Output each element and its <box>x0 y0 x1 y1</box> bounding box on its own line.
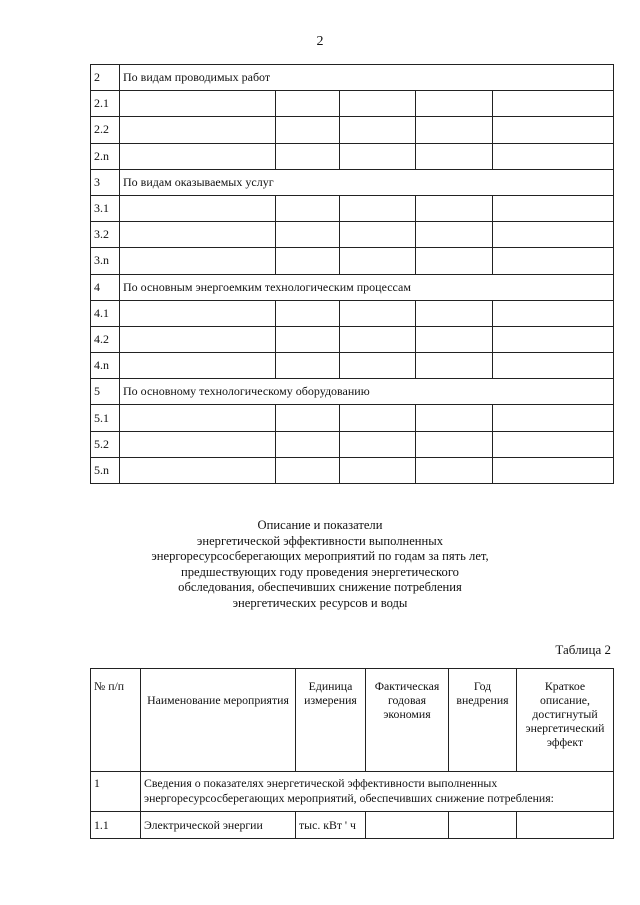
table-row <box>91 431 614 457</box>
empty-cell <box>340 143 416 169</box>
section-title: По основным энергоемким технологическим процессам <box>120 274 614 300</box>
row-description <box>517 812 614 839</box>
row-saving <box>366 812 449 839</box>
empty-cell <box>416 91 493 117</box>
column-header-saving: Фактическая годовая экономия <box>366 669 449 772</box>
section-row <box>91 379 614 405</box>
row-number: 5.1 <box>91 405 120 431</box>
row-number: 4.1 <box>91 300 120 326</box>
empty-cell <box>340 431 416 457</box>
empty-cell <box>276 326 340 352</box>
column-header-year: Год внедрения <box>449 669 517 772</box>
empty-cell <box>416 222 493 248</box>
empty-cell <box>120 353 276 379</box>
heading-line: Описание и показатели <box>257 518 383 532</box>
empty-cell <box>276 117 340 143</box>
empty-cell <box>120 457 276 483</box>
row-year <box>449 812 517 839</box>
section-heading <box>0 518 640 611</box>
row-number: 4.2 <box>91 326 120 352</box>
column-header-description: Краткое описание, достигнутый энергетический эффект <box>517 669 614 772</box>
empty-cell <box>416 248 493 274</box>
column-header-unit: Единица измерения <box>296 669 366 772</box>
empty-cell <box>340 353 416 379</box>
row-number: 2.1 <box>91 91 120 117</box>
table-row <box>91 143 614 169</box>
heading-line: энергетической эффективности выполненных <box>196 533 444 548</box>
row-number: 4.n <box>91 353 120 379</box>
section-title: По основному технологическому оборудованию <box>120 379 614 405</box>
empty-cell <box>276 457 340 483</box>
table-row <box>91 91 614 117</box>
table-row <box>91 248 614 274</box>
empty-cell <box>340 326 416 352</box>
empty-cell <box>276 353 340 379</box>
empty-cell <box>493 195 614 221</box>
section-row <box>91 274 614 300</box>
section-text: Сведения о показателях энергетической эффективности выполненных энергоресурсосберегающих мероприятий, обеспечивших снижение потребления: <box>141 772 614 812</box>
section-number: 2 <box>91 65 120 91</box>
table-row <box>91 195 614 221</box>
page-number: 2 <box>316 34 324 49</box>
column-header-name: Наименование мероприятия <box>141 669 296 772</box>
section-number: 5 <box>91 379 120 405</box>
heading-line: энергетических ресурсов и воды <box>232 595 408 610</box>
row-number: 1.1 <box>91 812 141 839</box>
empty-cell <box>493 143 614 169</box>
table-row <box>91 457 614 483</box>
heading-line: энергоресурсосберегающих мероприятий по годам за пять лет, <box>151 549 489 563</box>
table-row <box>91 353 614 379</box>
empty-cell <box>493 405 614 431</box>
empty-cell <box>120 405 276 431</box>
row-number: 3.n <box>91 248 120 274</box>
empty-cell <box>120 91 276 117</box>
empty-cell <box>493 353 614 379</box>
empty-cell <box>340 300 416 326</box>
empty-cell <box>340 405 416 431</box>
empty-cell <box>340 457 416 483</box>
empty-cell <box>493 300 614 326</box>
empty-cell <box>276 143 340 169</box>
empty-cell <box>276 248 340 274</box>
empty-cell <box>416 353 493 379</box>
empty-cell <box>276 405 340 431</box>
table-row <box>91 405 614 431</box>
empty-cell <box>493 117 614 143</box>
empty-cell <box>276 195 340 221</box>
empty-cell <box>120 143 276 169</box>
section-title: По видам проводимых работ <box>120 65 614 91</box>
row-number: 3.1 <box>91 195 120 221</box>
table-row <box>91 117 614 143</box>
empty-cell <box>120 222 276 248</box>
empty-cell <box>416 195 493 221</box>
empty-cell <box>493 91 614 117</box>
heading-line: предшествующих году проведения энергетического <box>181 564 459 579</box>
empty-cell <box>340 248 416 274</box>
empty-cell <box>340 91 416 117</box>
empty-cell <box>340 222 416 248</box>
row-number: 3.2 <box>91 222 120 248</box>
empty-cell <box>120 248 276 274</box>
empty-cell <box>120 195 276 221</box>
section-number: 3 <box>91 169 120 195</box>
section-number: 4 <box>91 274 120 300</box>
empty-cell <box>416 326 493 352</box>
row-number: 5.2 <box>91 431 120 457</box>
empty-cell <box>120 326 276 352</box>
empty-cell <box>340 195 416 221</box>
empty-cell <box>416 143 493 169</box>
measures-table-continued <box>90 64 614 484</box>
empty-cell <box>493 431 614 457</box>
row-unit: тыс. кВт ' ч <box>296 812 366 839</box>
empty-cell <box>493 248 614 274</box>
empty-cell <box>416 300 493 326</box>
empty-cell <box>493 326 614 352</box>
table-label: Таблица 2 <box>555 642 611 657</box>
section-title: По видам оказываемых услуг <box>120 169 614 195</box>
empty-cell <box>493 457 614 483</box>
empty-cell <box>416 117 493 143</box>
empty-cell <box>120 431 276 457</box>
heading-line: обследования, обеспечивших снижение потребления <box>178 580 462 594</box>
empty-cell <box>276 91 340 117</box>
table-row <box>91 812 614 839</box>
efficiency-table <box>90 668 614 839</box>
table-header-row <box>91 669 614 772</box>
empty-cell <box>416 405 493 431</box>
empty-cell <box>493 222 614 248</box>
empty-cell <box>340 117 416 143</box>
empty-cell <box>120 117 276 143</box>
row-name: Электрической энергии <box>141 812 296 839</box>
table-row <box>91 300 614 326</box>
empty-cell <box>276 300 340 326</box>
section-row <box>91 169 614 195</box>
row-number: 5.n <box>91 457 120 483</box>
row-number: 2.n <box>91 143 120 169</box>
empty-cell <box>276 431 340 457</box>
section-row <box>91 65 614 91</box>
table-row <box>91 326 614 352</box>
section-number: 1 <box>91 772 141 812</box>
column-header-number: № п/п <box>91 669 141 772</box>
empty-cell <box>416 457 493 483</box>
empty-cell <box>276 222 340 248</box>
row-number: 2.2 <box>91 117 120 143</box>
table-section-row <box>91 772 614 812</box>
empty-cell <box>120 300 276 326</box>
table-row <box>91 222 614 248</box>
empty-cell <box>416 431 493 457</box>
